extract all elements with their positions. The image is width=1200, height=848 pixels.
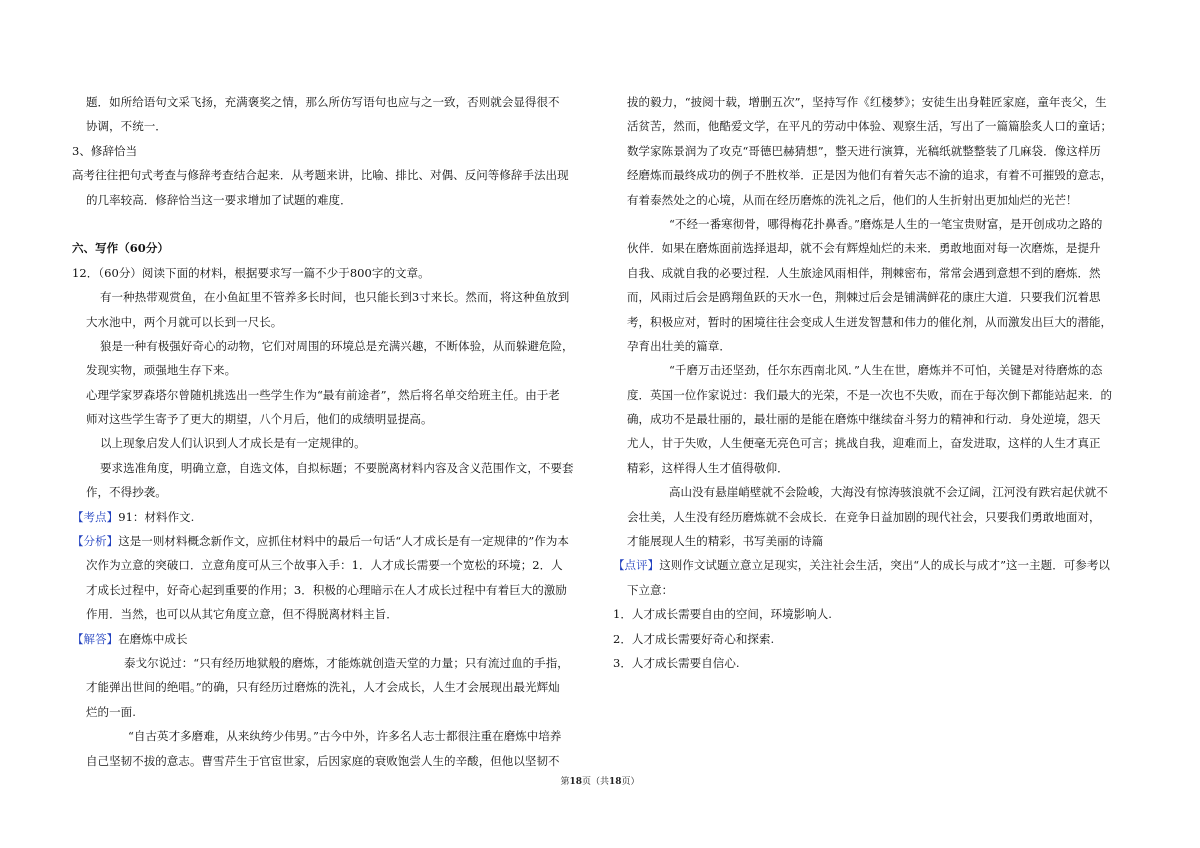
fenxi-row: [72, 529, 592, 553]
text-line: 考，积极应对，暂时的困境往往会变成人生迸发智慧和伟力的催化剂，从而激发出巨大的潜能，: [627, 314, 1113, 329]
text-line: 高山没有悬崖峭壁就不会险峻，大海没有惊涛骇浪就不会辽阔，江河没有跌宕起伏就不: [669, 485, 1108, 500]
text-line: 而，风雨过后会是鸥翔鱼跃的天水一色，荆棘过后会是铺满鲜花的康庄大道．只要我们沉着思: [627, 290, 1101, 305]
text-line: 有着泰然处之的心境，从而在经历磨炼的洗礼之后，他们的人生折射出更加灿烂的光芒！: [627, 192, 1078, 207]
text-line: 以上现象启发人们认识到人才成长是有一定规律的。: [100, 436, 366, 451]
text-line: 伙伴．如果在磨炼面前选择退却，就不会有辉煌灿烂的未来．勇敢地面对每一次磨炼，是提升: [627, 241, 1101, 256]
text-line: 高考往往把句式考查与修辞考查结合起来．从考题来讲，比喻、排比、对偶、反问等修辞手法出现: [72, 168, 569, 183]
spacer: [72, 212, 592, 236]
text-line: 大水池中，两个月就可以长到一尺长。: [86, 314, 283, 329]
dianping-text: 这则作文试题立意立足现实，关注社会生活，突出“人的成长与成才”这一主题．可参考以: [659, 558, 1110, 573]
kaodian-tag: 【考点】: [72, 509, 119, 524]
text-line: 泰戈尔说过：“只有经历地狱般的磨炼，才能炼就创造天堂的力量；只有流过血的手指，: [124, 655, 569, 670]
text-line: 才能弹出世间的绝唱。”的确，只有经历过磨炼的洗礼，人才会成长，人生才会展现出最光辉灿: [86, 680, 560, 695]
text-line: 自己坚韧不拔的意志。曹雪芹生于官宦世家，后因家庭的衰败饱尝人生的辛酸，但他以坚韧不: [86, 753, 560, 768]
section-title: 六、写作（60分）: [72, 241, 169, 256]
footer-mid: 页（共: [581, 777, 609, 787]
text-line: 才能展现人生的精彩，书写美丽的诗篇: [627, 534, 824, 549]
footer-suffix: 页）: [621, 777, 640, 787]
page-total: 18: [609, 777, 622, 787]
text-line: 烂的一面.: [86, 704, 136, 719]
text-line: 才成长过程中，好奇心起到重要的作用；3．积极的心理暗示在人才成长过程中有着巨大的激励: [86, 582, 567, 597]
text-line: 数学家陈景润为了攻克“哥德巴赫猜想”，整天进行演算，光稿纸就整整装了几麻袋．像这样历: [627, 143, 1101, 158]
text-line: 次作为立意的突破口．立意角度可从三个故事入手：1．人才成长需要一个宽松的环境；2．人: [86, 558, 563, 573]
kaodian-text: 91：材料作文.: [118, 509, 195, 524]
text-line: “自古英才多磨难，从来纨绔少伟男。”古今中外，许多名人志士都很注重在磨炼中培养: [128, 729, 562, 744]
page-footer: [0, 774, 1200, 787]
text-line: 题．如所给语句文采飞扬，充满褒奖之情，那么所仿写语句也应与之一致，否则就会显得很不: [86, 95, 560, 109]
text-line: 拔的毅力，“披阅十载，增删五次”，坚持写作《红楼梦》；安徒生出身鞋匠家庭，童年丧父，生: [627, 95, 1107, 109]
footer-prefix: 第: [560, 777, 570, 787]
jieda-row: [72, 627, 592, 651]
text-line: 师对这些学生寄予了更大的期望，八个月后，他们的成绩明显提高。: [86, 412, 433, 427]
text-line: “不经一番寒彻骨，哪得梅花扑鼻香。”磨炼是人生的一笔宝贵财富，是开创成功之路的: [669, 216, 1103, 231]
text-line: 自我、成就自我的必要过程．人生旅途风雨相伴，荆棘密布，常常会遇到意想不到的磨炼．然: [627, 265, 1101, 280]
text-line: 下立意：: [627, 582, 674, 597]
text-line: 孕育出壮美的篇章．: [627, 338, 731, 353]
text-line: 的几率较高．修辞恰当这一要求增加了试题的难度．: [86, 192, 352, 207]
section-heading: 3、修辞恰当: [72, 143, 138, 158]
text-line: 精彩，这样得人生才值得敬仰．: [627, 460, 789, 475]
text-line: 狼是一种有极强好奇心的动物，它们对周围的环境总是充满兴趣，不断体验，从而躲避危险，: [100, 338, 574, 353]
fenxi-tag: 【分析】: [72, 534, 119, 549]
text-line: 尤人，甘于失败，人生便毫无亮色可言；挑战自我，迎难而上，奋发进取，这样的人生才真正: [627, 436, 1101, 451]
dianping-row: [613, 553, 1133, 577]
text-line: 度．英国一位作家说过：我们最大的光荣，不是一次也不失败，而在于每次倒下都能站起来．的: [627, 387, 1113, 402]
text-line: 心理学家罗森塔尔曾随机挑选出一些学生作为“最有前途者”，然后将名单交给班主任。由于老: [86, 387, 560, 402]
text-line: 要求选准角度，明确立意，自选文体，自拟标题；不要脱离材料内容及含义范围作文，不要套: [100, 460, 574, 475]
text-line: 协调，不统一．: [86, 119, 167, 134]
list-item: 2．人才成长需要好奇心和探索.: [613, 631, 775, 646]
kaodian-row: [72, 505, 592, 529]
text-line: 发现实物，顽强地生存下来。: [86, 363, 237, 378]
jieda-title: 在磨炼中成长: [118, 631, 188, 646]
dianping-tag: 【点评】: [613, 558, 660, 573]
text-line: 经磨炼而最终成功的例子不胜枚举．正是因为他们有着矢志不渝的追求，有着不可摧毁的意志，: [627, 168, 1113, 183]
text-line: 活贫苦，然而，他酷爱文学，在平凡的劳动中体验、观察生活，写出了一篇篇脍炙人口的童话；: [627, 119, 1113, 134]
text-line: 作用．当然，也可以从其它角度立意，但不得脱离材料主旨．: [86, 607, 398, 622]
list-item: 1．人才成长需要自由的空间，环境影响人.: [613, 607, 832, 622]
list-item: 3．人才成长需要自信心.: [613, 655, 740, 670]
left-column: [72, 90, 592, 773]
fenxi-text: 这是一则材料概念新作文，应抓住材料中的最后一句话“人才成长是有一定规律的”作为本: [118, 534, 569, 549]
page-number: 18: [569, 777, 582, 787]
text-line: “千磨万击还坚劲，任尔东西南北风．”人生在世，磨炼并不可怕，关键是对待磨炼的态: [669, 363, 1103, 378]
text-line: 有一种热带观赏鱼，在小鱼缸里不管养多长时间，也只能长到3寸来长。然而，将这种鱼放到: [100, 290, 570, 305]
jieda-tag: 【解答】: [72, 631, 119, 646]
text-line: 作，不得抄袭。: [86, 485, 167, 500]
question-stem: 12．（60分）阅读下面的材料，根据要求写一篇不少于800字的文章。: [72, 265, 430, 280]
text-line: 确，成功不是最壮丽的，最壮丽的是能在磨炼中继续奋斗努力的精神和行动．身处逆境，怨天: [627, 412, 1101, 427]
text-line: 会壮美，人生没有经历磨炼就不会成长．在竞争日益加剧的现代社会，只要我们勇敢地面对，: [627, 509, 1101, 524]
right-column: [613, 90, 1133, 675]
